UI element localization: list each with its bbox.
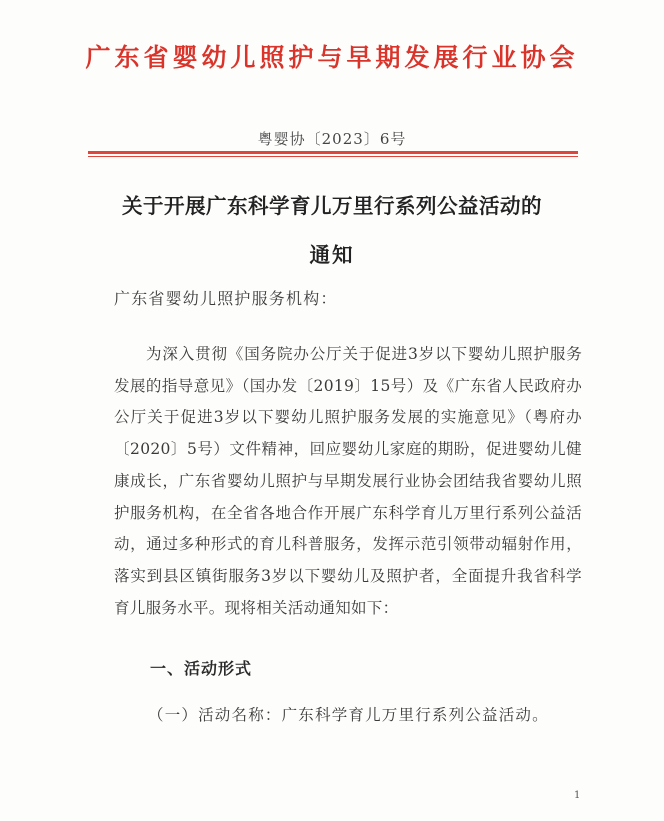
document-title-line-2: 通知 <box>309 243 355 267</box>
body-paragraph: 为深入贯彻《国务院办公厅关于促进3岁以下婴幼儿照护服务发展的指导意见》（国办发〔2019〕15号）及《广东省人民政府办公厅关于促进3岁以下婴幼儿照护服务发展的实施意见》（粤府办〔2020〕5号）文件精神，回应婴幼儿家庭的期盼，促进婴幼儿健康成长，广东省婴幼儿照护与早期发展行业协会团结我省婴幼儿照护服务机构，在全省各地合作开展广东科学育儿万里行系列公益活动，通过多种形式的育儿科普服务，发挥示范引领带动辐射作用，落实到县区镇街服务3岁以下婴幼儿及照护者，全面提升我省科学育儿服务水平。现将相关活动通知如下： <box>114 345 582 617</box>
section-1-item-1: （一）活动名称：广东科学育儿万里行系列公益活动。 <box>148 706 549 724</box>
section-heading-1: 一、活动形式 <box>150 659 253 678</box>
header-rule-thin <box>88 156 578 157</box>
header-rule-thick <box>88 151 578 154</box>
page-number: 1 <box>574 790 581 801</box>
organization-header: 广东省婴幼儿照护与早期发展行业协会 <box>85 43 579 72</box>
salutation: 广东省婴幼儿照护服务机构： <box>114 289 338 308</box>
document-number: 粤婴协〔2023〕6号 <box>257 130 407 148</box>
document-title-line-1: 关于开展广东科学育儿万里行系列公益活动的 <box>122 194 542 218</box>
